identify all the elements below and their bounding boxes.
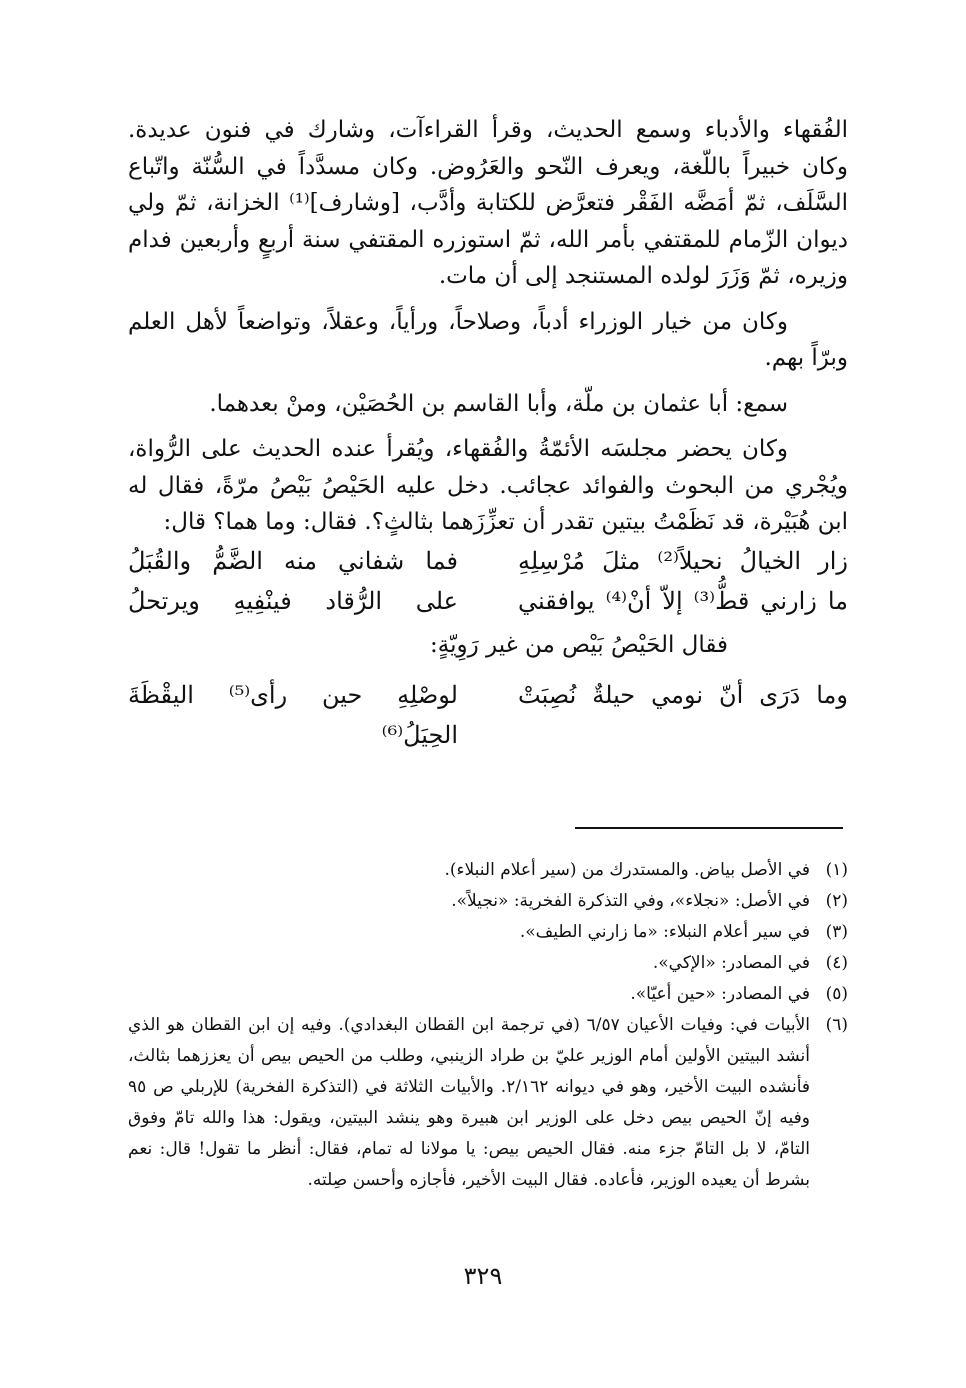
paragraph-2: وكان من خيار الوزراء أدباً، وصلاحاً، ورأياً، وعقلاً، وتواضعاً لأهل العلم وبرّاً بهم. <box>128 308 848 371</box>
footnote-text: في الأصل بياض. والمستدرك من (سير أعلام النبلاء). <box>444 860 810 880</box>
footnote-text: في المصادر: «حين أعيّا». <box>630 984 810 1004</box>
footnote-item <box>128 979 848 1010</box>
paragraph-3: سمع: أبا عثمان بن ملّة، وأبا القاسم بن الحُصَيْن، ومنْ بعدهما. <box>209 390 788 417</box>
footnote-text: في سير أعلام النبلاء: «ما زارني الطيف». <box>519 922 810 942</box>
paragraph-4: وكان يحضر مجلسَه الأئمّةُ والفُقهاء، ويُقرأ عنده الحديث على الرُّواة، ويُجْري من البحوث والفوائد عجائب. دخل عليه الحَيْصُ بَيْصُ مرّةً، فقال له ابن هُبَيْرة، قد نَظَمْتُ بيتين تقدر أن تعزِّزَهما بثالثٍ؟. فقال: وما هما؟ قال: <box>128 436 848 535</box>
footnote-item <box>128 948 848 979</box>
verse-line-2 <box>128 581 848 621</box>
footnote-number: (٥) <box>825 984 848 1004</box>
footnote-item <box>128 1010 848 1196</box>
verse-2-second-hemistich: على الرُّقاد فينْفِيهِ ويرتحلُ <box>128 586 458 615</box>
footnote-item <box>128 855 848 886</box>
verse-line-3 <box>128 675 848 755</box>
main-text <box>128 112 848 755</box>
verse-line-1 <box>128 541 848 581</box>
footnote-text: الأبيات في: وفيات الأعيان ٦/٥٧ (في ترجمة ابن القطان البغدادي). وفيه إن ابن القطان هو الذي أنشد البيتين الأولين أمام الوزير عليّ بن طراد الزينبي، وطلب من الحيص بيص أن يعززهما بثالث، فأنشده البيت الأخير، وهو في ديوانه ٢/١٦٢. والأبيات الثلاثة في (التذكرة الفخرية) للإربلي ص ٩٥ وفيه إنّ الحيص بيص دخل على الوزير ابن هبيرة وهو ينشد البيتين، ويقول: هذا والله تامّ وفوق التامّ، لا بل التامّ جزء منه. فقال الحيص بيص: يا مولانا له تمام، فقال: أنظر ما تقول! قال: نعم بشرط أن يعيده الوزير، فأعاده. فقال البيت الأخير، فأجازه وأحسن صِلته. <box>128 1015 811 1190</box>
footnote-item <box>128 917 848 948</box>
paragraph-5: فقال الحَيْصُ بَيْص من غير رَوِيّةٍ: <box>430 631 728 658</box>
footnote-text: في الأصل: «نجلاء»، وفي التذكرة الفخرية: «نجيلاً». <box>451 891 810 911</box>
footnote-number: (١) <box>825 860 848 880</box>
footnotes <box>128 855 848 1196</box>
footnote-number: (٤) <box>825 953 848 973</box>
verse-1-second-hemistich: فما شفاني منه الضَّمُّ والقُبَلُ <box>128 546 458 575</box>
verse-1-first-hemistich: زار الخيالُ نحيلاً⁽²⁾ مثلَ مُرْسِلِهِ <box>518 546 848 575</box>
footnote-separator <box>575 827 843 829</box>
verse-3-second-hemistich: لوصْلِهِ حين رأى⁽⁵⁾ اليقْظَةَ الحِيَلُ⁽⁶⁾ <box>128 681 458 749</box>
verse-3-first-hemistich: وما دَرَى أنّ نومي حيلةٌ نُصِبَتْ <box>518 681 848 709</box>
footnote-number: (٢) <box>825 891 848 911</box>
footnote-number: (٣) <box>825 922 848 942</box>
paragraph-1: الفُقهاء والأدباء وسمع الحديث، وقرأ القراءآت، وشارك في فنون عديدة. وكان خبيراً باللّغة، ويعرف النّحو والعَرُوض. وكان مسدَّداً في السُّنّة واتّباع السَّلَف، ثمّ أمَضَّه الفَقْر فتعرَّض للكتابة وأدَّب، [وشارف]⁽¹⁾ الخزانة، ثمّ ولي ديوان الزّمام للمقتفي بأمر الله، ثمّ استوزره المقتفي سنة أربعٍ وأربعين فدام وزيره، ثمّ وَزَرَ لولده المستنجد إلى أن مات. <box>128 117 848 289</box>
page-number: ٣٢٩ <box>463 1262 503 1290</box>
verse-2-first-hemistich: ما زارني قطُّ⁽³⁾ إلاّ أنْ⁽⁴⁾ يوافقني <box>518 586 848 615</box>
footnote-item <box>128 886 848 917</box>
footnote-text: في المصادر: «الإكي». <box>652 953 810 973</box>
footnote-number: (٦) <box>825 1015 848 1035</box>
